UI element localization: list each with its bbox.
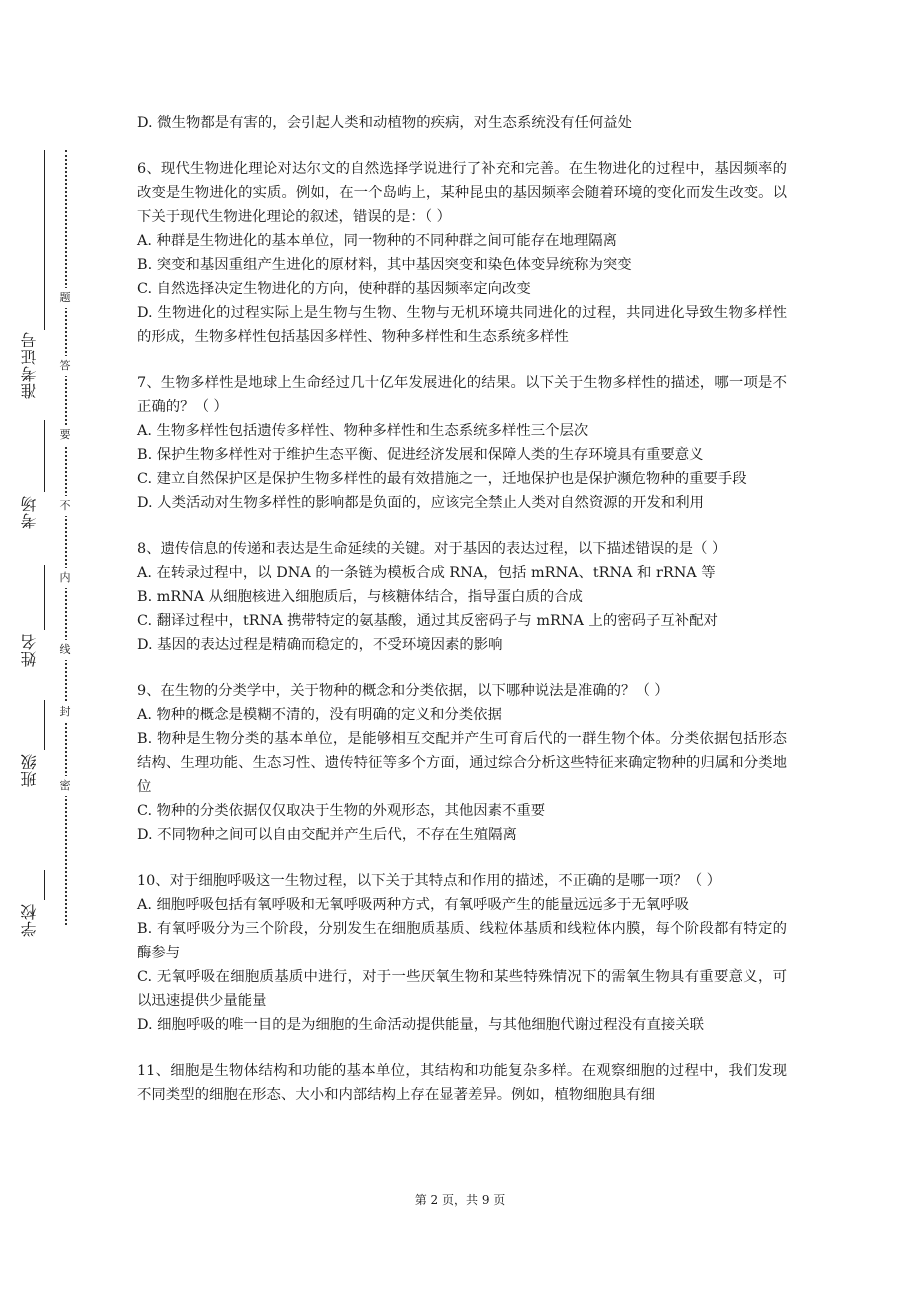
option-d: D. 微生物都是有害的，会引起人类和动植物的疾病，对生态系统没有任何益处	[137, 115, 633, 131]
question-10	[137, 869, 787, 1037]
question-stem: 11、细胞是生物体结构和功能的基本单位，其结构和功能复杂多样。在观察细胞的过程中，我们发现不同类型的细胞在形态、大小和内部结构上存在显著差异。例如，植物细胞具有细	[137, 1063, 787, 1103]
question-stem: 9、在生物的分类学中，关于物种的概念和分类依据，以下哪种说法是准确的？（ ）	[137, 683, 669, 699]
exam-room-field	[14, 420, 46, 540]
page-footer	[0, 1192, 920, 1208]
seal-char: 内	[56, 568, 74, 588]
seal-dotted-line	[65, 150, 67, 925]
exam-room-label: 考场	[20, 495, 39, 529]
school-line	[44, 870, 45, 900]
seal-char: 封	[56, 702, 74, 722]
option-b: B. 物种是生物分类的基本单位，是能够相互交配并产生可育后代的一群生物个体。分类依据包括形态结构、生理功能、生态习性、遗传特征等多个方面，通过综合分析这些特征来确定物种的归属和分类地位	[137, 731, 787, 795]
exam-content	[137, 111, 787, 1129]
option-c: C. 物种的分类依据仅仅取决于生物的外观形态，其他因素不重要	[137, 803, 546, 819]
class-label: 班级	[20, 753, 39, 787]
exam-room-line	[44, 420, 45, 492]
ticket-number-field	[14, 150, 46, 400]
seal-char: 线	[56, 640, 74, 660]
question-stem: 8、遗传信息的传递和表达是生命延续的关键。对于基因的表达过程，以下描述错误的是（ ）	[137, 541, 727, 557]
option-b: B. mRNA 从细胞核进入细胞质后，与核糖体结合，指导蛋白质的合成	[137, 589, 583, 605]
option-d: D. 人类活动对生物多样性的影响都是负面的，应该完全禁止人类对自然资源的开发和利用	[137, 495, 705, 511]
ticket-number-line	[44, 150, 45, 330]
option-c: C. 无氧呼吸在细胞质基质中进行，对于一些厌氧生物和某些特殊情况下的需氧生物具有重要意义，可以迅速提供少量能量	[137, 969, 787, 1009]
name-line	[44, 565, 45, 630]
question-6	[137, 157, 787, 349]
seal-char: 题	[56, 288, 74, 308]
option-d: D. 不同物种之间可以自由交配并产生后代，不存在生殖隔离	[137, 827, 517, 843]
seal-char: 密	[56, 776, 74, 796]
question-9	[137, 679, 787, 847]
school-field	[14, 870, 46, 940]
page-number: 第 2 页，共 9 页	[414, 1193, 506, 1207]
option-a: A. 物种的概念是模糊不清的，没有明确的定义和分类依据	[137, 707, 502, 723]
name-field	[14, 565, 46, 675]
option-b: B. 保护生物多样性对于维护生态平衡、促进经济发展和保障人类的生存环境具有重要意义	[137, 447, 704, 463]
option-d: D. 生物进化的过程实际上是生物与生物、生物与无机环境共同进化的过程，共同进化导致生物多样性的形成，生物多样性包括基因多样性、物种多样性和生态系统多样性	[137, 305, 787, 345]
option-c: C. 自然选择决定生物进化的方向，使种群的基因频率定向改变	[137, 281, 531, 297]
option-c: C. 翻译过程中，tRNA 携带特定的氨基酸，通过其反密码子与 mRNA 上的密码子互补配对	[137, 613, 718, 629]
option-b: B. 有氧呼吸分为三个阶段，分别发生在细胞质基质、线粒体基质和线粒体内膜，每个阶段都有特定的酶参与	[137, 921, 787, 961]
option-a: A. 在转录过程中，以 DNA 的一条链为模板合成 RNA，包括 mRNA、tRNA 和 rRNA 等	[137, 565, 716, 581]
option-a: A. 种群是生物进化的基本单位，同一物种的不同种群之间可能存在地理隔离	[137, 233, 618, 249]
option-a: A. 细胞呼吸包括有氧呼吸和无氧呼吸两种方式，有氧呼吸产生的能量远远多于无氧呼吸	[137, 897, 689, 913]
class-field	[14, 700, 46, 800]
option-b: B. 突变和基因重组产生进化的原材料，其中基因突变和染色体变异统称为突变	[137, 257, 632, 273]
seal-char: 要	[56, 425, 74, 445]
name-label: 姓名	[20, 633, 39, 667]
option-a: A. 生物多样性包括遗传多样性、物种多样性和生态系统多样性三个层次	[137, 423, 589, 439]
ticket-number-label: 准考证号	[20, 331, 39, 399]
option-c: C. 建立自然保护区是保护生物多样性的最有效措施之一，迁地保护也是保护濒危物种的重要手段	[137, 471, 747, 487]
question-stem: 6、现代生物进化理论对达尔文的自然选择学说进行了补充和完善。在生物进化的过程中，基因频率的改变是生物进化的实质。例如，在一个岛屿上，某种昆虫的基因频率会随着环境的变化而发生改变。以下关于现代生物进化理论的叙述，错误的是：（ ）	[137, 161, 787, 225]
school-label: 学校	[20, 903, 39, 937]
question-stem: 7、生物多样性是地球上生命经过几十亿年发展进化的结果。以下关于生物多样性的描述，哪一项是不正确的？（ ）	[137, 375, 787, 415]
binding-margin	[0, 0, 95, 1302]
seal-char: 答	[56, 356, 74, 376]
question-8	[137, 537, 787, 657]
option-d: D. 基因的表达过程是精确而稳定的，不受环境因素的影响	[137, 637, 503, 653]
question-5-tail	[137, 111, 787, 135]
class-line	[44, 700, 45, 750]
question-7	[137, 371, 787, 515]
option-d: D. 细胞呼吸的唯一目的是为细胞的生命活动提供能量，与其他细胞代谢过程没有直接关联	[137, 1017, 705, 1033]
seal-char: 不	[56, 496, 74, 516]
question-stem: 10、对于细胞呼吸这一生物过程，以下关于其特点和作用的描述，不正确的是哪一项？（ ）	[137, 873, 722, 889]
question-11	[137, 1059, 787, 1107]
